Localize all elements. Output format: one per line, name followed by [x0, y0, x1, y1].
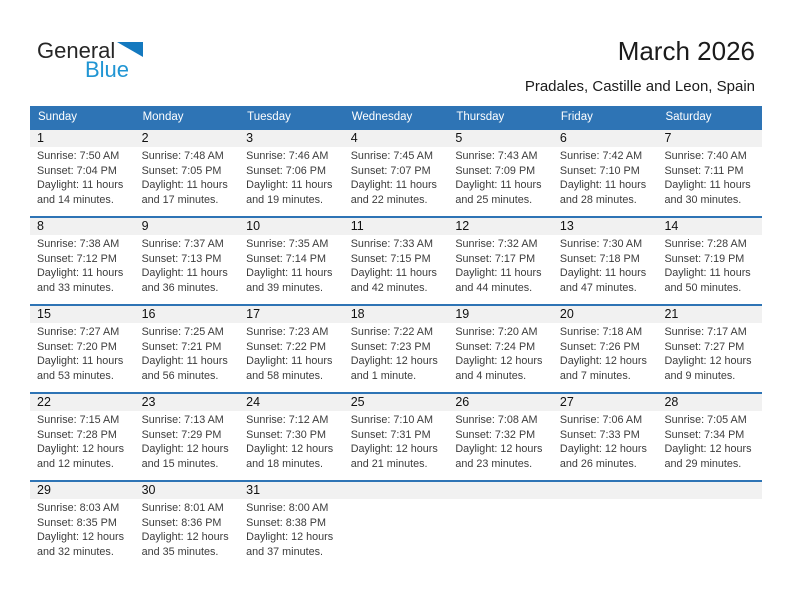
day-number: 10 — [239, 218, 344, 235]
sunset-text: Sunset: 8:36 PM — [141, 516, 222, 529]
sunset-text: Sunset: 7:12 PM — [37, 252, 117, 265]
daylight-text-line1: Daylight: 11 hours — [246, 267, 333, 280]
sunset-text: Sunset: 7:14 PM — [246, 252, 326, 265]
daylight-text-line1: Daylight: 11 hours — [37, 267, 124, 280]
day-cell — [30, 306, 135, 392]
day-cell — [135, 218, 240, 304]
day-number: 31 — [239, 482, 344, 499]
day-cell — [657, 306, 762, 392]
daylight-text-line1: Daylight: 12 hours — [455, 443, 543, 456]
day-number: 16 — [135, 306, 240, 323]
sunset-text: Sunset: 7:31 PM — [350, 428, 431, 441]
sunrise-text: Sunrise: 7:23 AM — [246, 326, 329, 338]
sunrise-text: Sunrise: 7:08 AM — [455, 414, 538, 426]
sunset-text: Sunset: 7:17 PM — [455, 252, 536, 265]
sunrise-text: Sunrise: 7:30 AM — [559, 238, 643, 250]
day-number: 1 — [30, 130, 135, 147]
sunrise-text: Sunrise: 7:15 AM — [37, 414, 120, 426]
daylight-text-line1: Daylight: 12 hours — [37, 531, 125, 544]
sunset-text: Sunset: 7:29 PM — [141, 428, 222, 441]
empty-cell — [553, 482, 658, 568]
daylight-text-line2: and 26 minutes. — [559, 457, 637, 470]
sunset-text: Sunset: 7:24 PM — [455, 340, 536, 353]
sunrise-text: Sunrise: 7:37 AM — [141, 238, 224, 250]
day-cell — [553, 306, 658, 392]
daylight-text-line1: Daylight: 11 hours — [350, 179, 437, 192]
daylight-text-line1: Daylight: 12 hours — [559, 355, 647, 368]
day-cell — [448, 306, 553, 392]
sunset-text: Sunset: 7:20 PM — [37, 340, 117, 353]
daylight-text-line1: Daylight: 11 hours — [141, 267, 228, 280]
sunset-text: Sunset: 7:09 PM — [455, 164, 536, 177]
daylight-text-line1: Daylight: 11 hours — [246, 355, 333, 368]
day-number: 17 — [239, 306, 344, 323]
daylight-text-line1: Daylight: 12 hours — [141, 443, 229, 456]
day-cell — [30, 218, 135, 304]
daylight-text-line1: Daylight: 11 hours — [559, 179, 647, 192]
weekday-header-thursday: Thursday — [456, 111, 505, 123]
day-number: 11 — [344, 218, 449, 235]
day-cell — [239, 130, 344, 216]
daylight-text-line2: and 44 minutes. — [455, 281, 533, 294]
sunset-text: Sunset: 7:21 PM — [141, 340, 222, 353]
day-number: 7 — [657, 130, 762, 147]
sunset-text: Sunset: 7:22 PM — [246, 340, 326, 353]
week-row — [30, 216, 762, 304]
sunset-text: Sunset: 7:27 PM — [664, 340, 745, 353]
daylight-text-line2: and 58 minutes. — [246, 369, 323, 382]
daylight-text-line2: and 9 minutes. — [664, 369, 736, 382]
day-number: 20 — [553, 306, 658, 323]
sunset-text: Sunset: 7:23 PM — [350, 340, 431, 353]
daylight-text-line1: Daylight: 12 hours — [455, 355, 543, 368]
day-number: 3 — [239, 130, 344, 147]
daylight-text-line1: Daylight: 12 hours — [664, 355, 752, 368]
day-cell — [553, 130, 658, 216]
daylight-text-line2: and 33 minutes. — [37, 281, 114, 294]
daylight-text-line2: and 36 minutes. — [141, 281, 219, 294]
daylight-text-line1: Daylight: 11 hours — [455, 179, 542, 192]
day-cell — [30, 130, 135, 216]
day-number: 6 — [553, 130, 658, 147]
sunrise-text: Sunrise: 7:22 AM — [350, 326, 433, 338]
sunset-text: Sunset: 7:30 PM — [246, 428, 326, 441]
day-cell — [135, 130, 240, 216]
daylight-text-line1: Daylight: 12 hours — [246, 531, 334, 544]
daylight-text-line1: Daylight: 11 hours — [664, 179, 751, 192]
sunrise-text: Sunrise: 7:10 AM — [350, 414, 433, 426]
daylight-text-line2: and 30 minutes. — [664, 193, 742, 206]
sunrise-text: Sunrise: 7:25 AM — [141, 326, 224, 338]
daylight-text-line1: Daylight: 11 hours — [664, 267, 751, 280]
sunrise-text: Sunrise: 7:43 AM — [455, 150, 538, 162]
day-number: 21 — [657, 306, 762, 323]
day-number: 23 — [135, 394, 240, 411]
sunset-text: Sunset: 7:05 PM — [141, 164, 222, 177]
day-cell — [657, 394, 762, 480]
daylight-text-line1: Daylight: 11 hours — [455, 267, 542, 280]
sunrise-text: Sunrise: 7:32 AM — [455, 238, 538, 250]
day-cell — [239, 482, 344, 568]
day-number: 5 — [448, 130, 553, 147]
sunset-text: Sunset: 7:06 PM — [246, 164, 326, 177]
day-cell — [657, 130, 762, 216]
daylight-text-line1: Daylight: 11 hours — [141, 355, 228, 368]
day-number: 12 — [448, 218, 553, 235]
day-cell — [344, 218, 449, 304]
daylight-text-line2: and 12 minutes. — [37, 457, 114, 470]
day-cell — [239, 306, 344, 392]
day-number: 9 — [135, 218, 240, 235]
sunrise-text: Sunrise: 7:38 AM — [37, 238, 120, 250]
sunrise-text: Sunrise: 7:33 AM — [350, 238, 433, 250]
daylight-text-line1: Daylight: 12 hours — [37, 443, 125, 456]
daylight-text-line2: and 23 minutes. — [455, 457, 533, 470]
week-row — [30, 304, 762, 392]
week-row — [30, 392, 762, 480]
day-cell — [239, 394, 344, 480]
sunset-text: Sunset: 7:33 PM — [559, 428, 640, 441]
sunrise-text: Sunrise: 7:46 AM — [246, 150, 329, 162]
day-number: 18 — [344, 306, 449, 323]
day-number: 2 — [135, 130, 240, 147]
daylight-text-line2: and 56 minutes. — [141, 369, 219, 382]
day-cell — [344, 394, 449, 480]
sunrise-text: Sunrise: 8:03 AM — [37, 502, 120, 514]
sunrise-text: Sunrise: 7:12 AM — [246, 414, 329, 426]
sunrise-text: Sunrise: 7:17 AM — [664, 326, 747, 338]
day-cell — [30, 482, 135, 568]
day-number: 30 — [135, 482, 240, 499]
daylight-text-line2: and 42 minutes. — [350, 281, 428, 294]
daylight-text-line2: and 29 minutes. — [664, 457, 742, 470]
weekday-header-monday: Monday — [142, 111, 184, 123]
sunrise-text: Sunrise: 7:05 AM — [664, 414, 747, 426]
weekday-header-row — [30, 106, 762, 128]
daylight-text-line2: and 19 minutes. — [246, 193, 323, 206]
day-cell — [553, 394, 658, 480]
week-row — [30, 480, 762, 568]
daylight-text-line1: Daylight: 12 hours — [246, 443, 334, 456]
sunset-text: Sunset: 7:13 PM — [141, 252, 222, 265]
daylight-text-line1: Daylight: 11 hours — [350, 267, 437, 280]
day-cell — [135, 482, 240, 568]
day-cell — [239, 218, 344, 304]
sunrise-text: Sunrise: 7:18 AM — [559, 326, 643, 338]
daylight-text-line2: and 53 minutes. — [37, 369, 114, 382]
day-number: 24 — [239, 394, 344, 411]
sunrise-text: Sunrise: 7:13 AM — [141, 414, 224, 426]
sunset-text: Sunset: 7:32 PM — [455, 428, 536, 441]
weekday-header-friday: Friday — [560, 111, 593, 123]
sunset-text: Sunset: 8:38 PM — [246, 516, 326, 529]
sunset-text: Sunset: 7:26 PM — [559, 340, 640, 353]
daylight-text-line2: and 50 minutes. — [664, 281, 742, 294]
day-number: 19 — [448, 306, 553, 323]
month-title: March 2026 — [617, 36, 755, 66]
calendar-table — [30, 106, 762, 568]
sunset-text: Sunset: 7:10 PM — [559, 164, 640, 177]
day-number: 29 — [30, 482, 135, 499]
day-number: 22 — [30, 394, 135, 411]
day-number: 27 — [553, 394, 658, 411]
daylight-text-line1: Daylight: 12 hours — [350, 355, 438, 368]
weekday-header-sunday: Sunday — [38, 111, 78, 123]
daylight-text-line2: and 22 minutes. — [350, 193, 428, 206]
sunrise-text: Sunrise: 7:27 AM — [37, 326, 120, 338]
sunset-text: Sunset: 7:11 PM — [664, 164, 744, 177]
sunset-text: Sunset: 7:19 PM — [664, 252, 745, 265]
sunrise-text: Sunrise: 7:50 AM — [37, 150, 120, 162]
daylight-text-line1: Daylight: 12 hours — [141, 531, 229, 544]
day-number: 15 — [30, 306, 135, 323]
day-number: 8 — [30, 218, 135, 235]
sunrise-text: Sunrise: 7:48 AM — [141, 150, 224, 162]
day-cell — [553, 218, 658, 304]
day-cell — [135, 394, 240, 480]
sunrise-text: Sunrise: 7:40 AM — [664, 150, 747, 162]
sunrise-text: Sunrise: 7:28 AM — [664, 238, 747, 250]
weekday-header-tuesday: Tuesday — [247, 111, 291, 123]
sunrise-text: Sunrise: 7:42 AM — [559, 150, 643, 162]
daylight-text-line2: and 32 minutes. — [37, 545, 114, 558]
sunrise-text: Sunrise: 7:20 AM — [455, 326, 538, 338]
logo-triangle-icon — [117, 42, 143, 57]
daylight-text-line1: Daylight: 12 hours — [350, 443, 438, 456]
day-cell — [135, 306, 240, 392]
daylight-text-line2: and 17 minutes. — [141, 193, 219, 206]
daylight-text-line2: and 39 minutes. — [246, 281, 323, 294]
week-row — [30, 128, 762, 216]
sunrise-text: Sunrise: 8:00 AM — [246, 502, 329, 514]
day-cell — [344, 130, 449, 216]
day-number: 28 — [657, 394, 762, 411]
daylight-text-line2: and 18 minutes. — [246, 457, 323, 470]
daylight-text-line1: Daylight: 11 hours — [559, 267, 647, 280]
day-cell — [30, 394, 135, 480]
daylight-text-line2: and 35 minutes. — [141, 545, 219, 558]
logo-blue-text: Blue — [85, 57, 130, 82]
daylight-text-line1: Daylight: 11 hours — [37, 179, 124, 192]
daylight-text-line2: and 21 minutes. — [350, 457, 428, 470]
location-subtitle: Pradales, Castille and Leon, Spain — [524, 78, 755, 95]
daylight-text-line2: and 25 minutes. — [455, 193, 533, 206]
day-cell — [448, 130, 553, 216]
sunset-text: Sunset: 7:15 PM — [350, 252, 431, 265]
daylight-text-line1: Daylight: 11 hours — [37, 355, 124, 368]
daylight-text-line1: Daylight: 12 hours — [664, 443, 752, 456]
empty-cell — [344, 482, 449, 568]
sunset-text: Sunset: 7:18 PM — [559, 252, 640, 265]
day-cell — [448, 218, 553, 304]
daylight-text-line2: and 28 minutes. — [559, 193, 637, 206]
daylight-text-line2: and 4 minutes. — [455, 369, 527, 382]
day-cell — [657, 218, 762, 304]
day-number: 13 — [553, 218, 658, 235]
daylight-text-line1: Daylight: 11 hours — [141, 179, 228, 192]
daylight-text-line2: and 37 minutes. — [246, 545, 323, 558]
logo-general-text: General — [37, 38, 116, 63]
day-cell — [448, 394, 553, 480]
empty-cell — [657, 482, 762, 568]
sunset-text: Sunset: 7:07 PM — [350, 164, 431, 177]
general-blue-logo — [37, 40, 143, 80]
sunrise-text: Sunrise: 7:45 AM — [350, 150, 433, 162]
daylight-text-line2: and 1 minute. — [350, 369, 417, 382]
day-number: 26 — [448, 394, 553, 411]
daylight-text-line2: and 15 minutes. — [141, 457, 219, 470]
day-cell — [344, 306, 449, 392]
sunrise-text: Sunrise: 7:06 AM — [559, 414, 643, 426]
sunrise-text: Sunrise: 8:01 AM — [141, 502, 224, 514]
daylight-text-line2: and 14 minutes. — [37, 193, 114, 206]
sunset-text: Sunset: 7:28 PM — [37, 428, 117, 441]
day-number: 4 — [344, 130, 449, 147]
day-number: 14 — [657, 218, 762, 235]
weekday-header-saturday: Saturday — [665, 111, 712, 123]
weekday-header-wednesday: Wednesday — [351, 111, 413, 123]
sunrise-text: Sunrise: 7:35 AM — [246, 238, 329, 250]
sunset-text: Sunset: 7:34 PM — [664, 428, 745, 441]
daylight-text-line2: and 47 minutes. — [559, 281, 637, 294]
empty-cell — [448, 482, 553, 568]
sunset-text: Sunset: 7:04 PM — [37, 164, 117, 177]
day-number: 25 — [344, 394, 449, 411]
daylight-text-line2: and 7 minutes. — [559, 369, 631, 382]
daylight-text-line1: Daylight: 12 hours — [559, 443, 647, 456]
daylight-text-line1: Daylight: 11 hours — [246, 179, 333, 192]
sunset-text: Sunset: 8:35 PM — [37, 516, 117, 529]
